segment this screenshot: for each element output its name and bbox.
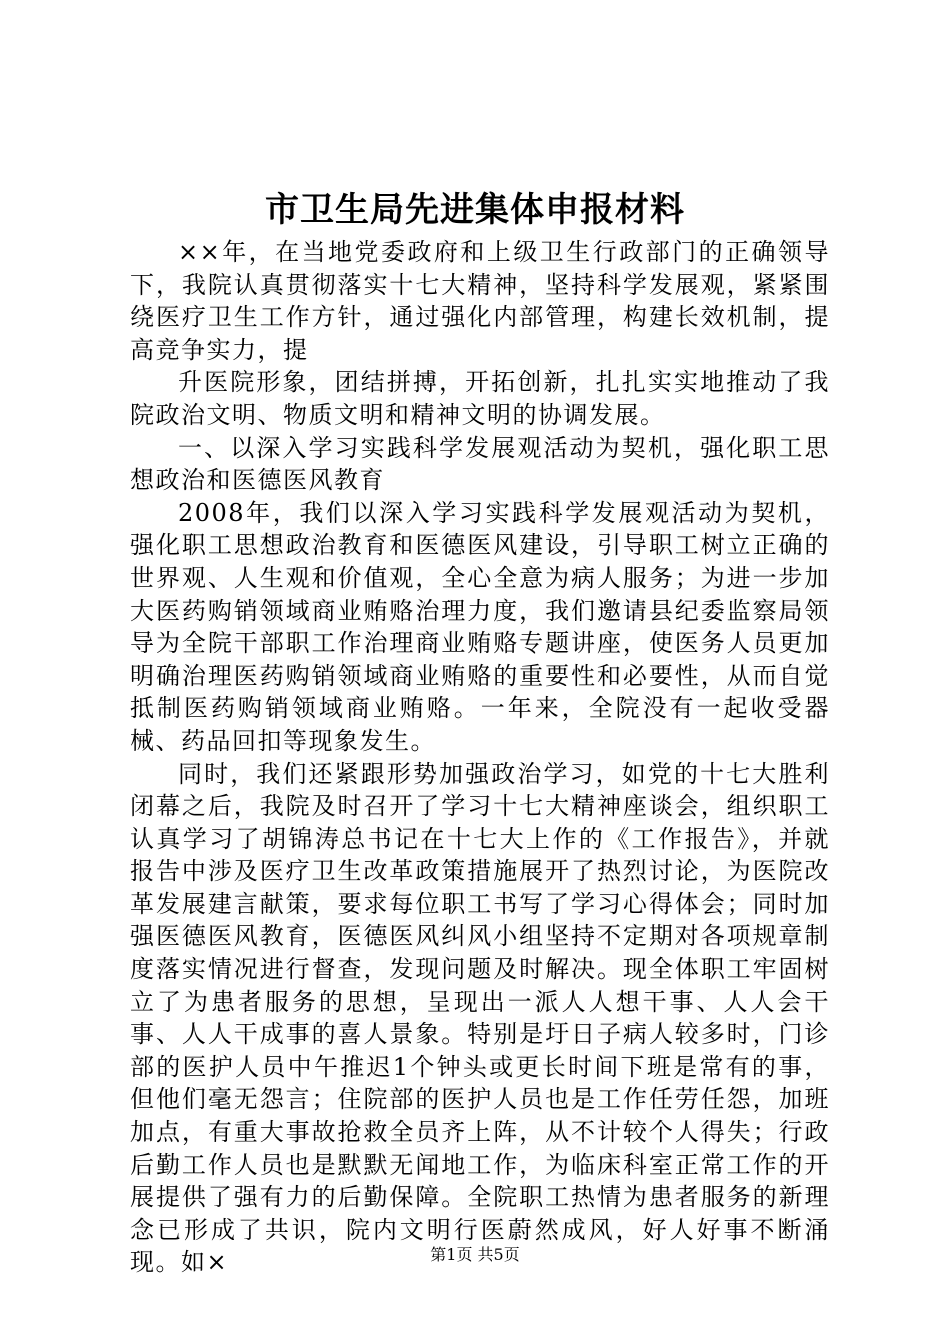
paragraph: 升医院形象，团结拼搏，开拓创新，扎扎实实地推动了我院政治文明、物质文明和精神文明的协调发展。 [130, 368, 830, 429]
paragraph: ××年，在当地党委政府和上级卫生行政部门的正确领导下，我院认真贯彻落实十七大精神，坚持科学发展观，紧紧围绕医疗卫生工作方针，通过强化内部管理，构建长效机制，提高竞争实力，提 [130, 238, 830, 364]
page-number-footer: 第1页 共5页 [430, 1245, 520, 1264]
section-heading: 一、以深入学习实践科学发展观活动为契机，强化职工思想政治和医德医风教育 [130, 433, 830, 495]
paragraph: 同时，我们还紧跟形势加强政治学习，如党的十七大胜利闭幕之后，我院及时召开了学习十七大精神座谈会，组织职工认真学习了胡锦涛总书记在十七大上作的《工作报告》，并就报告中涉及医疗卫生改革政策措施展开了热烈讨论，为医院改革发展建言献策，要求每位职工书写了学习心得体会；同时加强医德医风教育，医德医风纠风小组坚持不定期对各项规章制度落实情况进行督查，发现问题及时解决。现全体职工牢固树立了为患者服务的思想，呈现出一派人人想干事、人人会干事、人人干成事的喜人景象。特别是圩日子病人较多时，门诊部的医护人员中午推迟1个钟头或更长时间下班是常有的事，但他们毫无怨言；住院部的医护人员也是工作任劳任怨，加班加点，有重大事故抢救全员齐上阵，从不计较个人得失；行政后勤工作人员也是默默无闻地工作，为临床科室正常工作的开展提供了强有力的后勤保障。全院职工热情为患者服务的新理念已形成了共识，院内文明行医蔚然成风，好人好事不断涌现。如× [130, 759, 830, 1277]
paragraph: 2008年，我们以深入学习实践科学发展观活动为契机，强化职工思想政治教育和医德医风建设，引导职工树立正确的世界观、人生观和价值观，全心全意为病人服务；为进一步加大医药购销领域商业贿赂治理力度，我们邀请县纪委监察局领导为全院干部职工作治理商业贿赂专题讲座，使医务人员更加明确治理医药购销领域商业贿赂的重要性和必要性，从而自觉抵制医药购销领域商业贿赂。一年来，全院没有一起收受器械、药品回扣等现象发生。 [130, 498, 830, 755]
document-title: 市卫生局先进集体申报材料 [265, 190, 685, 230]
document-body [130, 236, 830, 1279]
